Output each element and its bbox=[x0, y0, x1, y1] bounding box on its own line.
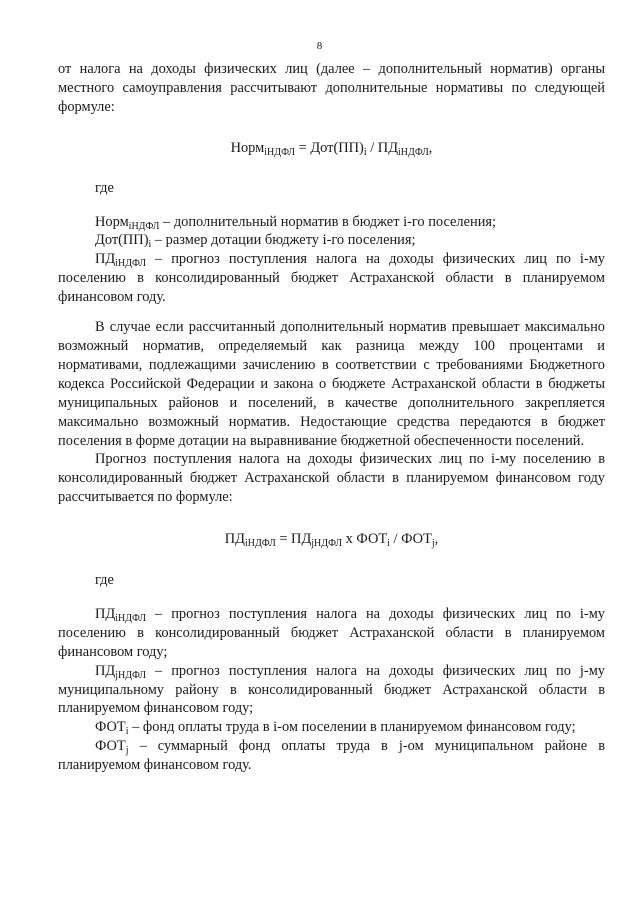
definition-item bbox=[58, 231, 605, 250]
excess-norm-paragraph: В случае если рассчитанный дополнительный норматив превышает максимально возможный норматив, определяемый как разница между 100 процентами и нормативами, подлежащими зачислению в соответствии с требованиями Бюджетного кодекса Российской Федерации и закона о бюджете Астраханской области в бюджеты муниципальных районов и поселений, в качестве дополнительного закрепляется максимально возможный норматив. Недостающие средства передаются в бюджет поселения в форме дотации на выравнивание бюджетной обеспеченности поселений. bbox=[58, 319, 605, 449]
formula-rhs-sub: iНДФЛ bbox=[398, 146, 429, 158]
definition-symbol: ПД bbox=[95, 662, 116, 679]
definition-sub: iНДФЛ bbox=[115, 612, 146, 624]
formula-mid: = Дот(ПП) bbox=[295, 139, 364, 156]
definition-text: – дополнительный норматив в бюджет i-го поселения; bbox=[159, 213, 497, 230]
formula-rhs: / ФОТ bbox=[389, 531, 432, 548]
where-label: где bbox=[95, 179, 114, 196]
definition-item bbox=[58, 605, 605, 662]
formula-mid-sub: jНДФЛ bbox=[311, 538, 343, 550]
formula-lhs: Норм bbox=[230, 139, 265, 156]
definition-text: – суммарный фонд оплаты труда в j-ом муниципальном районе в планируемом финансовом году. bbox=[58, 738, 605, 774]
formula-additional-norm bbox=[58, 139, 605, 158]
definition-item bbox=[58, 737, 605, 775]
definition-item bbox=[58, 718, 605, 737]
definition-item bbox=[58, 662, 605, 719]
formula-tail: , bbox=[428, 139, 433, 156]
definition-symbol: Дот(ПП) bbox=[95, 232, 149, 249]
definition-symbol: Норм bbox=[95, 213, 129, 230]
formula-mid: = ПД bbox=[275, 531, 312, 548]
formula-op-sub: i bbox=[387, 538, 390, 550]
definition-symbol: ФОТ bbox=[95, 738, 126, 755]
definition-sub: jНДФЛ bbox=[115, 669, 146, 681]
where-label: где bbox=[95, 572, 114, 589]
formula-op: х ФОТ bbox=[342, 531, 388, 548]
definition-sub: i bbox=[125, 726, 129, 738]
page-number: 8 bbox=[316, 40, 323, 52]
formula-mid-sub: i bbox=[363, 146, 367, 158]
formula-lhs-sub: iНДФЛ bbox=[264, 146, 296, 158]
formula-lhs: ПД bbox=[224, 531, 245, 548]
definition-symbol: ПД bbox=[95, 251, 116, 268]
formula-tail: , bbox=[434, 531, 439, 548]
definition-sub: iНДФЛ bbox=[128, 220, 160, 232]
document-body bbox=[58, 60, 605, 775]
definition-sub: iНДФЛ bbox=[115, 258, 146, 270]
formula-rhs-sub: j bbox=[431, 538, 435, 550]
definition-text: – прогноз поступления налога на доходы физических лиц по j-му муниципальному району в консолидированный бюджет Астраханской области в планируемом финансовом году; bbox=[58, 662, 605, 717]
formula-rhs: / ПД bbox=[366, 139, 399, 156]
definition-text: – размер дотации бюджету i-го поселения; bbox=[151, 232, 416, 249]
definition-item bbox=[58, 250, 605, 307]
definition-text: – прогноз поступления налога на доходы физических лиц по i-му поселению в консолидированный бюджет Астраханской области в планируемом финансовом году; bbox=[58, 605, 605, 660]
definition-text: – фонд оплаты труда в i-ом поселении в планируемом финансовом году; bbox=[128, 719, 576, 736]
forecast-paragraph: Прогноз поступления налога на доходы физических лиц по i-му поселению в консолидированный бюджет Астраханской области в планируемом финансовом году рассчитывается по формуле: bbox=[58, 451, 605, 506]
formula-forecast bbox=[58, 530, 605, 549]
definition-sub: i bbox=[148, 239, 152, 251]
formula-lhs-sub: iНДФЛ bbox=[244, 538, 276, 550]
definition-symbol: ФОТ bbox=[95, 719, 126, 736]
intro-paragraph: от налога на доходы физических лиц (далее – дополнительный норматив) органы местного самоуправления рассчитывают дополнительные нормативы по следующей формуле: bbox=[58, 61, 605, 115]
definition-sub: j bbox=[125, 745, 129, 757]
definition-symbol: ПД bbox=[95, 605, 116, 622]
definition-text: – прогноз поступления налога на доходы физических лиц по i-му поселению в консолидированный бюджет Астраханской области в планируемом финансовом году. bbox=[58, 251, 605, 306]
definition-item bbox=[58, 213, 605, 232]
